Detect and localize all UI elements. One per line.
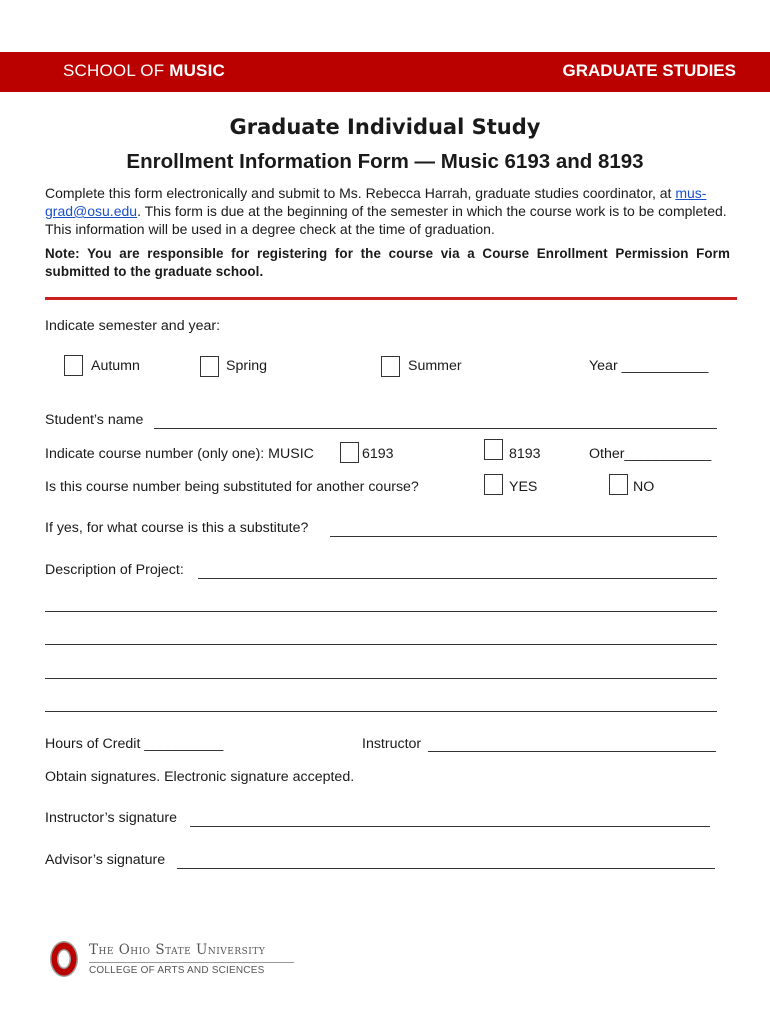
substitute-no-checkbox[interactable]	[609, 474, 628, 495]
advisor-signature-field[interactable]	[177, 868, 715, 869]
advisor-signature-label: Advisor’s signature	[45, 852, 166, 868]
substitute-yes-label: YES	[509, 479, 538, 495]
hours-of-credit-field[interactable]: Hours of Credit __________	[45, 736, 224, 752]
course-8193-checkbox[interactable]	[484, 439, 503, 460]
course-6193-checkbox[interactable]	[340, 442, 359, 463]
substitute-which-prompt: If yes, for what course is this a substitute?	[45, 520, 309, 536]
description-line-1[interactable]	[198, 578, 717, 579]
registration-note: Note: You are responsible for registering for the course via a Course Enrollment Permission Form submitted to the graduate school.	[45, 246, 730, 279]
ohio-state-block-o-logo	[49, 940, 79, 978]
course-8193-label: 8193	[509, 446, 541, 462]
description-label: Description of Project:	[45, 562, 184, 578]
substitute-prompt: Is this course number being substituted for another course?	[45, 479, 419, 495]
autumn-label: Autumn	[91, 358, 140, 374]
autumn-checkbox[interactable]	[64, 355, 83, 376]
description-line-5[interactable]	[45, 711, 717, 712]
substitute-course-field[interactable]	[330, 536, 717, 537]
semester-prompt: Indicate semester and year:	[45, 318, 221, 334]
instructor-field[interactable]	[428, 751, 716, 752]
university-name: The Ohio State University	[89, 942, 266, 958]
form-subtitle: Enrollment Information Form — Music 6193 and 8193	[126, 150, 644, 173]
spring-checkbox[interactable]	[200, 356, 219, 377]
section-divider	[45, 297, 737, 300]
spring-label: Spring	[226, 358, 268, 374]
college-name: COLLEGE OF ARTS AND SCIENCES	[89, 965, 265, 976]
summer-label: Summer	[408, 358, 462, 374]
header-banner	[0, 52, 770, 92]
substitute-no-label: NO	[633, 479, 655, 495]
student-name-label: Student’s name	[45, 412, 144, 428]
school-of-music-label: SCHOOL OF MUSIC	[63, 61, 225, 80]
instructor-signature-field[interactable]	[190, 826, 710, 827]
description-line-4[interactable]	[45, 678, 717, 679]
email-link[interactable]: mus-grad@osu.edu	[45, 185, 707, 219]
intro-paragraph: Complete this form electronically and submit to Ms. Rebecca Harrah, graduate studies coordinator, at mus-grad@osu.edu. This form is due at the beginning of the semester in which the course work is to be completed. This information will be used in a degree check at the time of graduation.	[45, 185, 727, 237]
signatures-note: Obtain signatures. Electronic signature accepted.	[45, 769, 355, 785]
instructor-signature-label: Instructor’s signature	[45, 810, 177, 826]
course-number-prompt: Indicate course number (only one): MUSIC	[45, 446, 314, 462]
form-title: Graduate Individual Study	[229, 115, 541, 139]
student-name-field[interactable]	[154, 428, 717, 429]
other-course-field[interactable]: Other___________	[589, 446, 712, 462]
substitute-yes-checkbox[interactable]	[484, 474, 503, 495]
description-line-3[interactable]	[45, 644, 717, 645]
summer-checkbox[interactable]	[381, 356, 400, 377]
graduate-studies-label: GRADUATE STUDIES	[562, 61, 736, 80]
course-6193-label: 6193	[362, 446, 394, 462]
logo-divider	[89, 962, 294, 963]
description-line-2[interactable]	[45, 611, 717, 612]
year-field[interactable]: Year ___________	[589, 358, 709, 374]
instructor-label: Instructor	[362, 736, 422, 752]
